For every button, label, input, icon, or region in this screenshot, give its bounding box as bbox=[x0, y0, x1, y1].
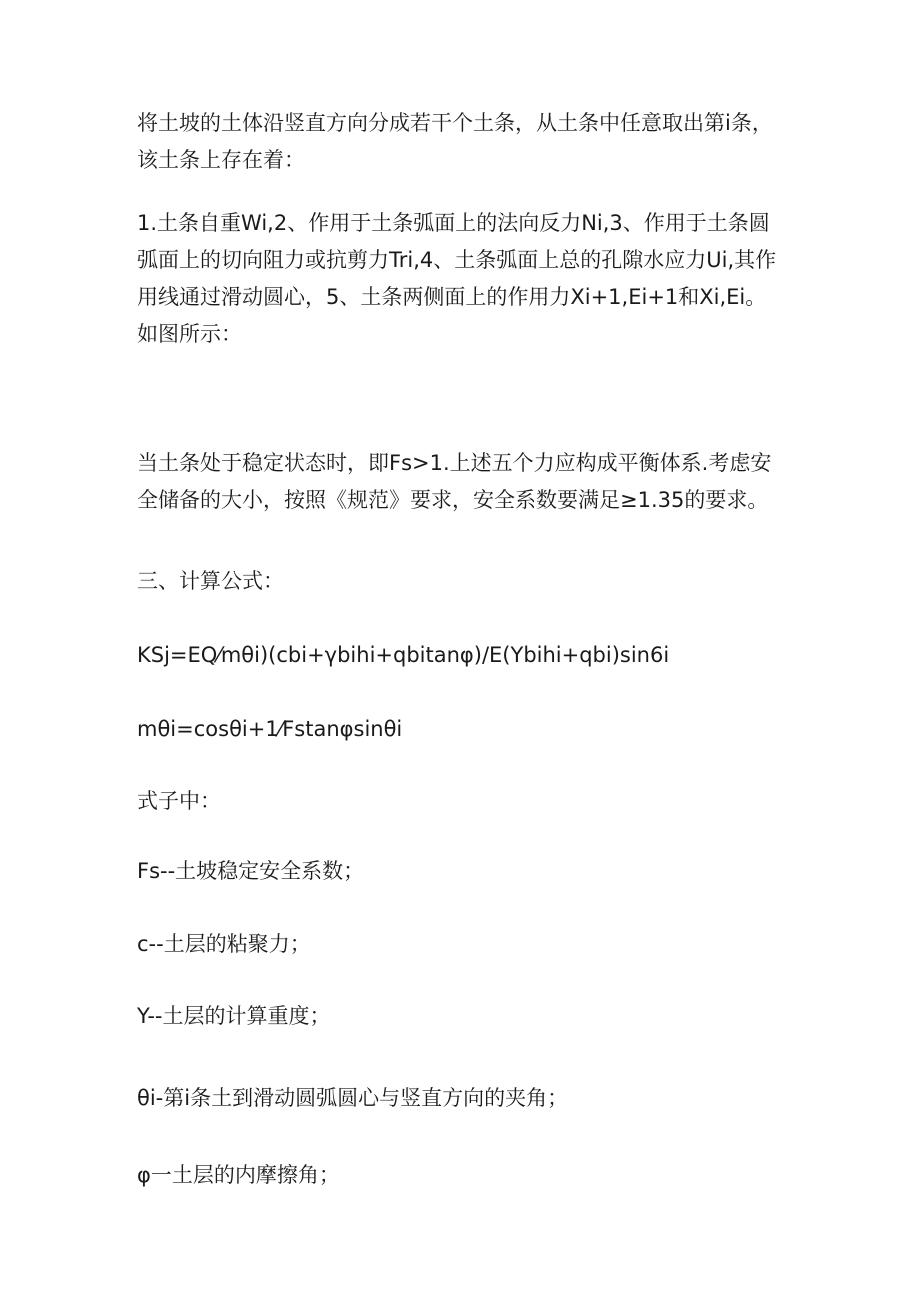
forces-paragraph: 1.土条自重Wi,2、作用于土条弧面上的法向反力Ni,3、作用于土条圆弧面上的切向阻力或抗剪力Tri,4、土条弧面上总的孔隙水应力Ui,其作用线通过滑动圆心，5、土条两侧面上的作用力Xi+1,Ei+1和Xi,Ei。如图所示： bbox=[137, 211, 777, 346]
stability-paragraph: 当土条处于稳定状态时，即Fs>1.上述五个力应构成平衡体系.考虑安全储备的大小，按照《规范》要求，安全系数要满足≥1.35的要求。 bbox=[137, 451, 772, 512]
section-heading: 三、计算公式： bbox=[137, 569, 284, 593]
definition-phi: φ一土层的内摩擦角； bbox=[137, 1163, 340, 1187]
formula-m-theta: mθi=cosθi+1⁄Fstanφsinθi bbox=[137, 717, 403, 741]
definition-c: c--土层的粘聚力； bbox=[137, 932, 311, 956]
formula-safety-factor: KSj=EQ⁄mθi)(cbi+γbihi+qbitanφ)/E(Ybihi+qbi)sin6i bbox=[137, 643, 670, 667]
where-label: 式子中： bbox=[137, 789, 221, 813]
intro-paragraph: 将土坡的土体沿竖直方向分成若干个土条，从土条中任意取出第i条，该土条上存在着： bbox=[137, 111, 773, 172]
definition-y: Y--土层的计算重度； bbox=[137, 1004, 331, 1028]
definition-fs: Fs--土坡稳定安全系数； bbox=[137, 859, 365, 883]
definition-theta: θi-第i条土到滑动圆弧圆心与竖直方向的夹角； bbox=[137, 1086, 569, 1110]
